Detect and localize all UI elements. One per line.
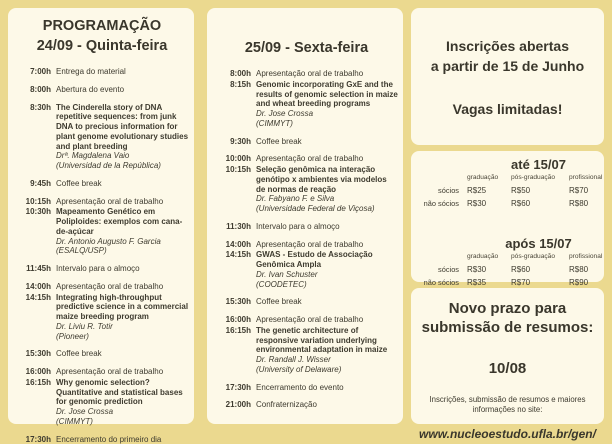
price-table-heading: até 15/07	[467, 157, 610, 172]
entry-time: 10:30h	[15, 207, 56, 256]
price-row-label: sócios	[419, 184, 465, 197]
speaker-line: Dr. Ivan Schuster	[256, 270, 398, 280]
activity-line: Coffee break	[56, 349, 189, 359]
schedule-entry	[215, 137, 398, 147]
entry-time: 16:00h	[15, 367, 56, 377]
activity-line: Intervalo para o almoço	[56, 264, 189, 274]
activity-line: Apresentação oral de trabalho	[256, 69, 398, 79]
speaker-line: Dr. Fabyano F. e Silva	[256, 194, 398, 204]
schedule-entry	[215, 80, 398, 129]
activity-line: Encerramento do primeiro dia	[56, 435, 189, 444]
deadline-heading: Novo prazo para submissão de resumos:	[417, 300, 598, 338]
program-title: PROGRAMAÇÃO	[15, 18, 189, 34]
limited-seats-text: Vagas limitadas!	[411, 99, 604, 119]
schedule-entry	[15, 264, 189, 274]
speaker-line: (Universidad de la República)	[56, 161, 189, 171]
price-cell: R$30	[467, 197, 509, 210]
entry-time: 14:15h	[15, 293, 56, 342]
entry-time: 9:45h	[15, 179, 56, 189]
schedule-entry	[215, 240, 398, 250]
entry-content	[56, 67, 189, 77]
entry-time: 16:00h	[215, 315, 256, 325]
schedule-entry	[15, 85, 189, 95]
price-cell: R$80	[569, 197, 610, 210]
entry-content	[256, 69, 398, 79]
entry-content	[256, 154, 398, 164]
entry-time: 16:15h	[15, 378, 56, 427]
entry-content	[56, 293, 189, 342]
entry-content	[256, 250, 398, 289]
price-column-header: profissional	[569, 253, 610, 263]
talk-title: Integrating high-throughput predictive science in a commercial maize breeding program	[56, 293, 189, 322]
day-1-schedule	[15, 67, 189, 444]
entry-time: 11:45h	[15, 264, 56, 274]
speaker-line: Dr. Jose Crossa	[256, 109, 398, 119]
price-cell: R$70	[511, 276, 567, 289]
schedule-entry	[15, 197, 189, 207]
speaker-line: (Pioneer)	[56, 332, 189, 342]
speaker-line: (Universidade Federal de Viçosa)	[256, 204, 398, 214]
talk-title: Genomic incorporating GxE and the results of genomic selection in maize and wheat breeding programs	[256, 80, 398, 109]
entry-time: 10:15h	[15, 197, 56, 207]
talk-title: Mapeamento Genético em Poliploides: exemplos com cana-de-açúcar	[56, 207, 189, 236]
schedule-entry	[215, 383, 398, 393]
schedule-entry	[215, 250, 398, 289]
day-2-heading: 25/09 - Sexta-feira	[215, 40, 398, 56]
price-column-header: pós-graduação	[511, 253, 567, 263]
day-1-heading: 24/09 - Quinta-feira	[15, 38, 189, 54]
speaker-line: (COODETEC)	[256, 280, 398, 290]
entry-content	[256, 137, 398, 147]
speaker-line: Dr. Jose Crossa	[56, 407, 189, 417]
registration-open-text	[411, 36, 604, 77]
price-table-heading: após 15/07	[467, 236, 610, 251]
registration-line-2: a partir de 15 de Junho	[431, 58, 584, 74]
price-column-header: graduação	[467, 253, 509, 263]
activity-line: Encerramento do evento	[256, 383, 398, 393]
schedule-entry	[15, 67, 189, 77]
schedule-entry	[15, 207, 189, 256]
speaker-line: (CIMMYT)	[256, 119, 398, 129]
day-1-panel	[8, 8, 194, 424]
entry-content	[256, 315, 398, 325]
day-2-schedule	[215, 69, 398, 410]
entry-content	[56, 85, 189, 95]
schedule-entry	[215, 315, 398, 325]
talk-title: Why genomic selection? Quantitative and statistical bases for genomic prediction	[56, 378, 189, 407]
price-row-label: não sócios	[419, 197, 465, 210]
entry-content	[256, 326, 398, 375]
activity-line: Apresentação oral de trabalho	[256, 315, 398, 325]
deadline-box	[411, 288, 604, 424]
entry-content	[56, 207, 189, 256]
entry-time: 21:00h	[215, 400, 256, 410]
speaker-line: (CIMMYT)	[56, 417, 189, 427]
website-url: www.nucleoestudo.ufla.br/gen/	[417, 427, 598, 441]
entry-time: 8:30h	[15, 103, 56, 171]
talk-title: GWAS - Estudo de Associação Genômica Ampla	[256, 250, 398, 270]
schedule-entry	[15, 367, 189, 377]
speaker-line: (ESALQ/USP)	[56, 246, 189, 256]
schedule-entry	[15, 349, 189, 359]
activity-line: Apresentação oral de trabalho	[56, 282, 189, 292]
entry-content	[56, 197, 189, 207]
price-cell: R$60	[511, 197, 567, 210]
speaker-line: Dr. Antonio Augusto F. Garcia	[56, 237, 189, 247]
price-column-header: pós-graduação	[511, 174, 567, 184]
activity-line: Coffee break	[256, 137, 398, 147]
price-cell: R$60	[511, 263, 567, 276]
entry-content	[256, 80, 398, 129]
activity-line: Coffee break	[256, 297, 398, 307]
price-tables	[419, 157, 596, 289]
day-2-panel	[207, 8, 403, 424]
entry-content	[56, 367, 189, 377]
schedule-entry	[15, 103, 189, 171]
entry-time: 9:30h	[215, 137, 256, 147]
schedule-entry	[215, 154, 398, 164]
price-cell: R$30	[467, 263, 509, 276]
entry-time: 14:15h	[215, 250, 256, 289]
price-row-label: não sócios	[419, 276, 465, 289]
entry-time: 11:30h	[215, 222, 256, 232]
price-table	[419, 236, 596, 289]
price-table	[419, 157, 596, 210]
activity-line: Intervalo para o almoço	[256, 222, 398, 232]
entry-content	[256, 165, 398, 214]
speaker-line: Drª. Magdalena Vaio	[56, 151, 189, 161]
entry-time: 17:30h	[215, 383, 256, 393]
price-cell: R$25	[467, 184, 509, 197]
entry-time: 8:00h	[215, 69, 256, 79]
entry-time: 8:15h	[215, 80, 256, 129]
schedule-entry	[15, 293, 189, 342]
talk-title: Seleção genômica na interação genótipo x ambientes via modelos de normas de reação	[256, 165, 398, 194]
entry-time: 7:00h	[15, 67, 56, 77]
activity-line: Entrega do material	[56, 67, 189, 77]
entry-time: 17:30h	[15, 435, 56, 444]
schedule-entry	[215, 297, 398, 307]
entry-content	[256, 297, 398, 307]
entry-content	[56, 435, 189, 444]
entry-time: 8:00h	[15, 85, 56, 95]
price-cell: R$35	[467, 276, 509, 289]
schedule-entry	[15, 179, 189, 189]
deadline-date: 10/08	[417, 358, 598, 380]
schedule-entry	[15, 435, 189, 444]
activity-line: Abertura do evento	[56, 85, 189, 95]
activity-line: Apresentação oral de trabalho	[256, 154, 398, 164]
entry-content	[56, 349, 189, 359]
entry-time: 10:00h	[215, 154, 256, 164]
price-cell: R$80	[569, 263, 610, 276]
entry-content	[56, 378, 189, 427]
entry-time: 15:30h	[215, 297, 256, 307]
entry-content	[56, 103, 189, 171]
talk-title: The Cinderella story of DNA repetitive sequences: from junk DNA to precious information for plant genome evolutionary studies and plant breeding	[56, 103, 189, 152]
schedule-entry	[15, 282, 189, 292]
talk-title: The genetic architecture of responsive variation underlying environmental adaptation in maize	[256, 326, 398, 355]
entry-content	[256, 400, 398, 410]
price-row-label: sócios	[419, 263, 465, 276]
entry-time: 14:00h	[15, 282, 56, 292]
price-cell: R$70	[569, 184, 610, 197]
activity-line: Coffee break	[56, 179, 189, 189]
entry-content	[256, 240, 398, 250]
entry-time: 16:15h	[215, 326, 256, 375]
speaker-line: Dr. Randall J. Wisser	[256, 355, 398, 365]
entry-time: 14:00h	[215, 240, 256, 250]
entry-time: 15:30h	[15, 349, 56, 359]
schedule-entry	[215, 222, 398, 232]
entry-content	[56, 179, 189, 189]
schedule-entry	[215, 165, 398, 214]
registration-line-1: Inscrições abertas	[446, 38, 569, 54]
activity-line: Apresentação oral de trabalho	[56, 197, 189, 207]
price-cell: R$90	[569, 276, 610, 289]
schedule-entry	[15, 378, 189, 427]
info-note: Inscrições, submissão de resumos e maiores informações no site:	[427, 395, 588, 415]
price-column-header: profissional	[569, 174, 610, 184]
price-cell: R$50	[511, 184, 567, 197]
registration-box	[411, 8, 604, 145]
schedule-entry	[215, 400, 398, 410]
activity-line: Apresentação oral de trabalho	[256, 240, 398, 250]
pricing-box	[411, 151, 604, 282]
entry-content	[56, 282, 189, 292]
entry-time: 10:15h	[215, 165, 256, 214]
price-column-header: graduação	[467, 174, 509, 184]
entry-content	[256, 222, 398, 232]
entry-content	[256, 383, 398, 393]
entry-content	[56, 264, 189, 274]
price-corner-cell	[419, 255, 465, 258]
price-corner-cell	[419, 176, 465, 179]
speaker-line: (University of Delaware)	[256, 365, 398, 375]
activity-line: Confraternização	[256, 400, 398, 410]
activity-line: Apresentação oral de trabalho	[56, 367, 189, 377]
schedule-entry	[215, 326, 398, 375]
speaker-line: Dr. Liviu R. Totir	[56, 322, 189, 332]
schedule-entry	[215, 69, 398, 79]
